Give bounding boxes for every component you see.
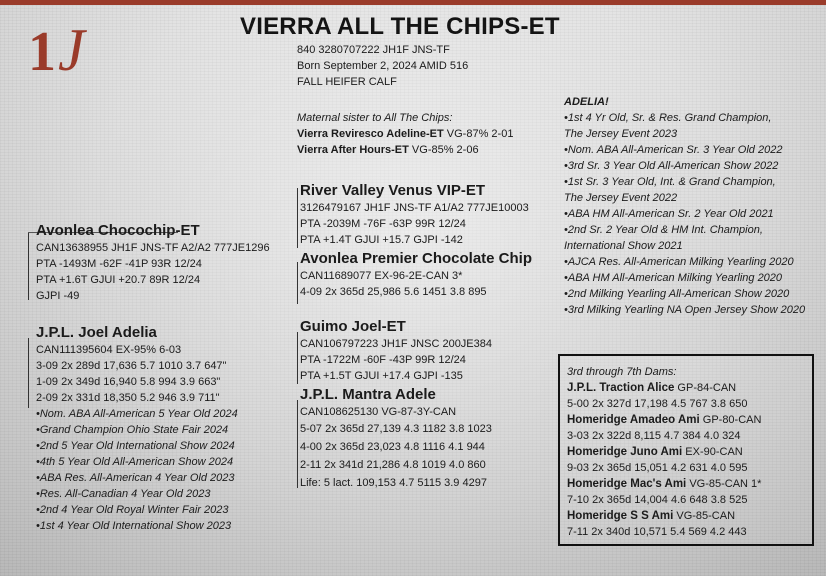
dam-honor: •Grand Champion Ohio State Fair 2024 [36,424,229,436]
dam-honor: •2nd 4 Year Old Royal Winter Fair 2023 [36,504,229,516]
adelia-item: International Show 2021 [564,240,683,252]
ancestor-dam-record: 9-03 2x 365d 15,051 4.2 631 4.0 595 [567,462,748,474]
dam-sire-name: Guimo Joel-ET [300,318,406,335]
ancestor-dam-record: 5-00 2x 327d 17,198 4.5 767 3.8 650 [567,398,748,410]
ancestor-dam-grade: EX-90-CAN [682,446,743,458]
sire-line: CAN13638955 JH1F JNS-TF A2/A2 777JE1296 [36,242,270,254]
subject-line: FALL HEIFER CALF [297,76,397,88]
sire-sire-line: PTA +1.4T GJUI +15.7 GJPI -142 [300,234,463,246]
adelia-item: •2nd Milking Yearling All-American Show 2020 [564,288,790,300]
adelia-item: •2nd Sr. 2 Year Old & HM Int. Champion, [564,224,763,236]
sister-detail: VG-87% 2-01 [443,128,514,140]
adelia-honors [564,94,805,318]
dam-bracket [28,338,29,408]
sire-sire-bracket [297,188,298,248]
dam-honor: •2nd 5 Year Old International Show 2024 [36,440,235,452]
ancestor-dam-grade: VG-85-CAN [673,510,736,522]
ancestor-dam-name: Homeridge Juno Ami [567,446,683,458]
sire-line: PTA +1.6T GJUI +20.7 89R 12/24 [36,274,201,286]
ancestor-dams-box [558,354,814,546]
sire-dam-block [300,250,532,300]
adelia-item: •AJCA Res. All-American Milking Yearling 2020 [564,256,794,268]
dam-sire-block [300,318,492,384]
sire-line: GJPI -49 [36,290,80,302]
dam-dam-block [300,386,492,492]
dam-dam-name: J.P.L. Mantra Adele [300,386,436,403]
dam-honor: •Nom. ABA All-American 5 Year Old 2024 [36,408,238,420]
dam-honor: •1st 4 Year Old International Show 2023 [36,520,232,532]
sire-sire-line: PTA -2039M -76F -63P 99R 12/24 [300,218,466,230]
sister-name: Vierra Reviresco Adeline-ET [297,128,444,140]
adelia-item: •3rd Milking Yearling NA Open Jersey Show 2020 [564,304,806,316]
sire-block [36,222,270,304]
ancestor-dam-name: J.P.L. Traction Alice [567,382,675,394]
maternal-heading: Maternal sister to All The Chips: [297,112,453,124]
adelia-item: •ABA HM All-American Milking Yearling 2020 [564,272,783,284]
dam-honor: •Res. All-Canadian 4 Year Old 2023 [36,488,211,500]
dam-sire-line: PTA -1722M -60F -43P 99R 12/24 [300,354,466,366]
adelia-heading: ADELIA! [564,96,609,108]
subject-info [297,42,468,90]
lot-number-digit: 1 [28,21,56,83]
sire-line: PTA -1493M -62F -41P 93R 12/24 [36,258,202,270]
ancestor-dam-name: Homeridge Amadeo Ami [567,414,700,426]
dam-line: 1-09 2x 349d 16,940 5.8 994 3.9 663" [36,376,221,388]
ancestor-dam-entry [567,476,761,492]
sire-bracket [28,232,29,300]
sire-sire-line: 3126479167 JH1F JNS-TF A1/A2 777JE10003 [300,202,529,214]
dam-honor: •4th 5 Year Old All-American Show 2024 [36,456,234,468]
adelia-item: •1st 4 Yr Old, Sr. & Res. Grand Champion, [564,112,772,124]
sire-dam-line: 4-09 2x 365d 25,986 5.6 1451 3.8 895 [300,286,487,298]
ancestor-dam-grade: GP-80-CAN [699,414,762,426]
top-accent-bar [0,0,826,5]
dam-sire-bracket [297,332,298,384]
dam-dam-line: CAN108625130 VG-87-3Y-CAN [300,406,457,418]
adelia-item: •Nom. ABA All-American Sr. 3 Year Old 2022 [564,144,783,156]
sire-dam-name: Avonlea Premier Chocolate Chip [300,250,533,267]
sire-dam-line: CAN11689077 EX-96-2E-CAN 3* [300,270,463,282]
sister-entry [297,142,513,158]
sire-dam-bracket [297,262,298,304]
ancestor-dam-entry [567,412,761,428]
dam-dam-line: 5-07 2x 365d 27,139 4.3 1182 3.8 1023 [300,423,492,435]
dams-heading: 3rd through 7th Dams: [567,366,677,378]
ancestor-dam-record: 3-03 2x 322d 8,115 4.7 384 4.0 324 [567,430,741,442]
dam-dam-line: 2-11 2x 341d 21,286 4.8 1019 4.0 860 [300,459,486,471]
ancestor-dams-list [567,364,761,540]
ancestor-dam-entry [567,444,761,460]
dam-line: 2-09 2x 331d 18,350 5.2 946 3.9 711" [36,392,220,404]
lot-number [28,17,85,83]
dam-block [36,324,238,534]
sire-name: Avonlea Chocochip-ET [36,222,200,239]
dam-honor: •ABA Res. All-American 4 Year Old 2023 [36,472,235,484]
dam-sire-line: CAN106797223 JH1F JNSC 200JE384 [300,338,493,350]
ancestor-dam-entry [567,508,761,524]
dam-name: J.P.L. Joel Adelia [36,324,157,341]
ancestor-dam-grade: GP-84-CAN [674,382,737,394]
ancestor-dam-name: Homeridge S S Ami [567,510,674,522]
maternal-sisters [297,110,513,158]
dam-line: CAN111395604 EX-95% 6-03 [36,344,182,356]
ancestor-dam-entry [567,380,761,396]
ancestor-dam-grade: VG-85-CAN 1* [686,478,762,490]
ancestor-dam-name: Homeridge Mac's Ami [567,478,687,490]
sire-sire-block [300,182,529,248]
adelia-item: The Jersey Event 2023 [564,128,678,140]
lot-number-letter: J [58,17,85,83]
sister-detail: VG-85% 2-06 [408,144,479,156]
dam-line: 3-09 2x 289d 17,636 5.7 1010 3.7 647" [36,360,227,372]
dam-dam-line: 4-00 2x 365d 23,023 4.8 1116 4.1 944 [300,441,485,453]
dam-dam-bracket [297,400,298,488]
sire-sire-name: River Valley Venus VIP-ET [300,182,486,199]
dam-sire-line: PTA +1.5T GJUI +17.4 GJPI -135 [300,370,463,382]
adelia-item: The Jersey Event 2022 [564,192,678,204]
sister-name: Vierra After Hours-ET [297,144,409,156]
ancestor-dam-record: 7-10 2x 365d 14,004 4.6 648 3.8 525 [567,494,748,506]
subject-line: Born September 2, 2024 AMID 516 [297,60,469,72]
page-title: VIERRA ALL THE CHIPS-ET [240,13,560,40]
sister-entry [297,126,513,142]
ancestor-dam-record: 7-11 2x 340d 10,571 5.4 569 4.2 443 [567,526,747,538]
adelia-item: •ABA HM All-American Sr. 2 Year Old 2021 [564,208,774,220]
dam-dam-line: Life: 5 lact. 109,153 4.7 5115 3.9 4297 [300,477,487,489]
subject-line: 840 3280707222 JH1F JNS-TF [297,44,450,56]
adelia-item: •3rd Sr. 3 Year Old All-American Show 2022 [564,160,779,172]
adelia-item: •1st Sr. 3 Year Old, Int. & Grand Champion, [564,176,776,188]
